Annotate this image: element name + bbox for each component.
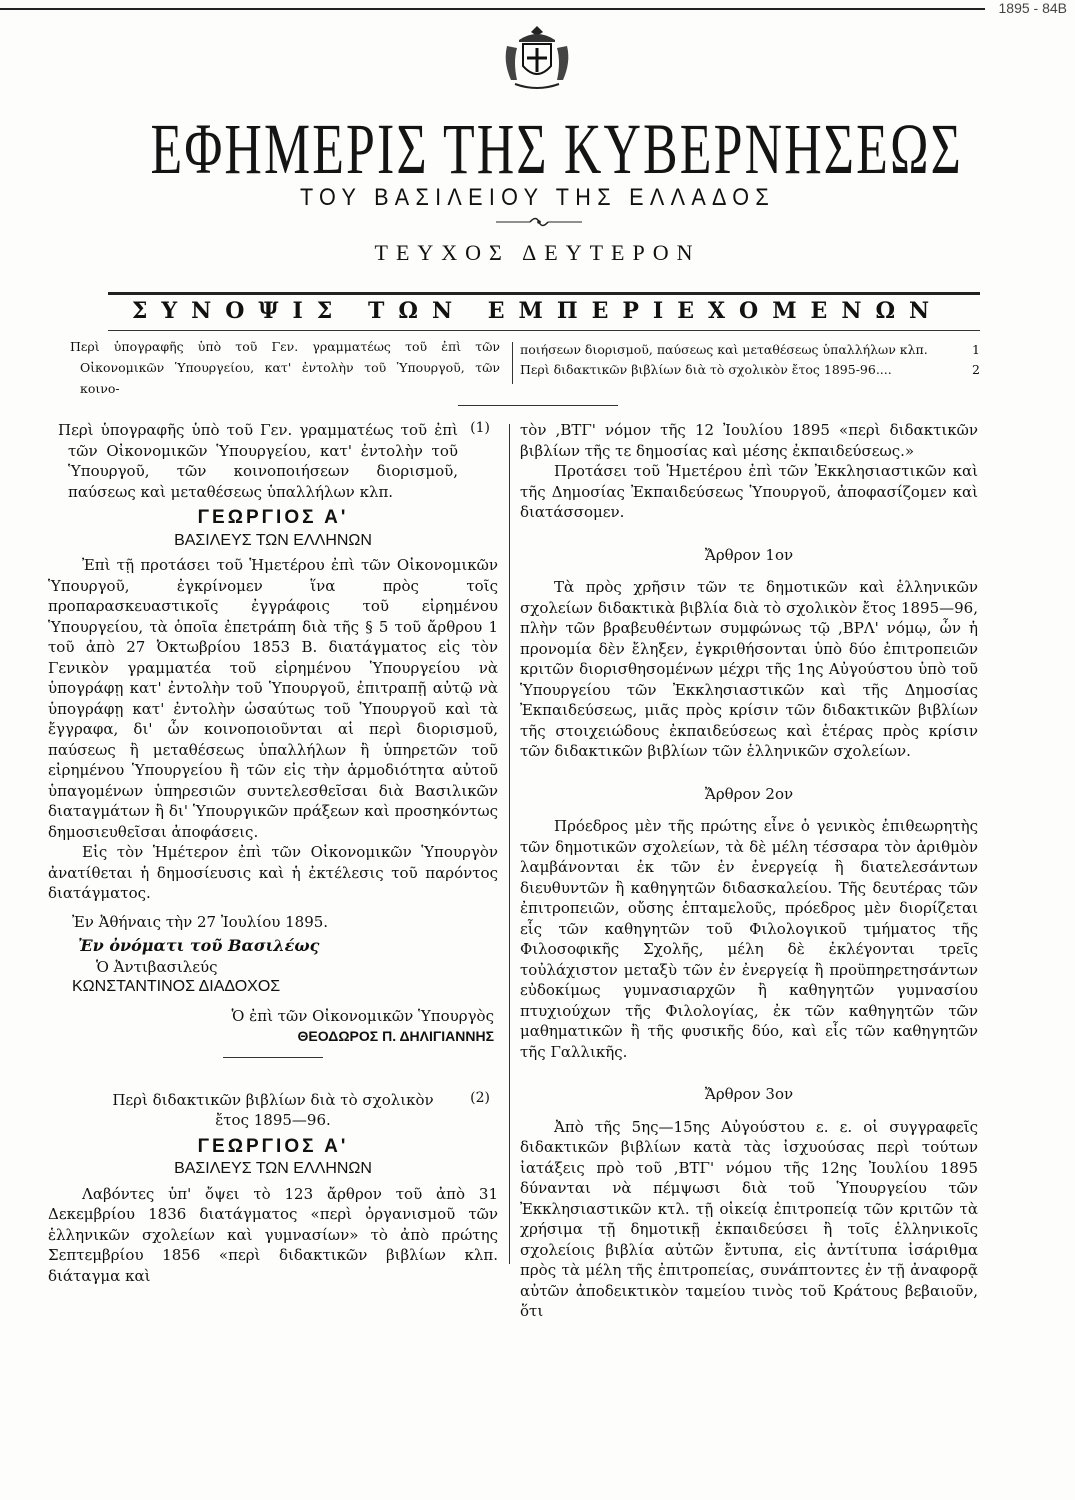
summary-item: Περὶ διδακτικῶν βιβλίων διὰ τὸ σχολικὸν ἔτος 1895-96.... 2 <box>520 362 980 377</box>
left-column <box>48 420 498 1286</box>
section-rule <box>458 405 618 406</box>
column-divider <box>509 424 510 1264</box>
summary-rule <box>108 330 980 331</box>
decree1-date: Ἐν Ἀθήναις τὴν 27 Ἰουλίου 1895. <box>72 912 329 931</box>
decree1-in-name: Ἐν ὀνόματι τοῦ Βασιλέως <box>78 936 320 955</box>
decree1-kingdom: ΒΑΣΙΛΕΥΣ ΤΩΝ ΕΛΛΗΝΩΝ <box>174 531 372 549</box>
header-rule <box>108 292 980 295</box>
article-1-title: Ἄρθρον 1ον <box>704 545 794 564</box>
decree2-heading <box>48 1090 498 1131</box>
article-2-text: Πρόεδρος μὲν τῆς πρώτης εἶνε ὁ γενικὸς ἐπιθεωρητὴς τῶν δημοτικῶν σχολείων, τὰ δὲ μέλη τέσσαρα τὸν ἀριθμὸν λαμβάνονται ἐκ τῶν ἐν ἐνεργείᾳ ἢ διατελεσάντων διευθυντῶν ἢ καθηγητῶν διδασκαλείου. Τῆς δευτέρας τῶν ἐπιτροπειῶν, οὔσης ἑπταμελοῦς, πρόεδρος μὲν διορίζεται εἷς τῶν καθηγητῶν τοῦ Φιλολογικοῦ τμήματος τῆς Φιλοσοφικῆς Σχολῆς, μέλη δὲ ἐκλέγονται τρεῖς τοὐλάχιστον μεταξὺ τῶν ἐν ἐνεργείᾳ ἢ προϋπηρετησάντων εὐδοκίμως γυμνασιαρχῶν ἢ καθηγητῶν γυμνασίου πτυχιούχων τῆς Φιλολογίας, ἐκ τῶν καθηγητῶν τῶν μαθηματικῶν ἢ τῆς φυσικῆς δύο, καὶ εἷς τῶν καθηγητῶν τῆς Γαλλικῆς. <box>520 817 978 1061</box>
decree1-king: ΓΕΩΡΓΙΟΣ Α' <box>197 507 349 528</box>
gazette-subtitle: ΤΟΥ ΒΑΣΙΛΕΙΟΥ ΤΗΣ ΕΛΛΑΔΟΣ <box>299 184 776 211</box>
archive-note: 1895 - 84Β <box>998 0 1067 16</box>
decree2-king: ΓΕΩΡΓΙΟΣ Α' <box>197 1135 349 1157</box>
decree2-preamble-cont: τὸν ,ΒΤΓ' νόμον τῆς 12 Ἰουλίου 1895 «περὶ διδακτικῶν βιβλίων τῆς τε δημοσίας καὶ μέσης ἐκπαιδεύσεως.» <box>520 421 978 460</box>
article-3-text: Ἀπὸ τῆς 5ης—15ης Αὐγούστου ε. ε. οἱ συγγραφεῖς διδακτικῶν βιβλίων κατὰ τὰς ἰσχυούσας περὶ τούτων ἰατάξεις πρὸ τοῦ ,ΒΤΓ' νόμου τῆς 12ης Ἰουλίου 1895 δύνανται νὰ πέμψωσι διὰ τοῦ Ὑπουργείου τῶν Ἐκκλησιαστικῶν κτλ. τῇ οἰκείᾳ ἐπιτροπείᾳ τῶν κριτῶν τὰ χρήσιμα τῇ δημοτικῇ ἐκπαιδεύσει ἢ τοῖς ἑλληνικοῖς σχολείοις βιβλία αὐτῶν ἔντυπα, εἰς ἀντίτυπα ἰσάριθμα πρὸς τὰ μέλη τῆς ἐπιτροπείας, συνάπτοντες ἐν τῇ ἀναφορᾷ αὐτῶν ἀποδεικτικὸν ταμείου τινὸς τοῦ Κράτους βεβαιοῦν, ὅτι <box>520 1117 978 1320</box>
summary-left-text: Περὶ ὑπογραφῆς ὑπὸ τοῦ Γεν. γραμματέως τοῦ ἐπὶ τῶν Οἰκονομικῶν Ὑπουργείου, κατ' ἐντολὴν τοῦ Ὑπουργοῦ, τῶν κοινο- <box>70 339 500 396</box>
royal-coat-of-arms-icon <box>497 22 577 94</box>
decree1-title: Περὶ ὑπογραφῆς ὑπὸ τοῦ Γεν. γραμματέως τοῦ ἐπὶ τῶν Οἰκονομικῶν Ὑπουργείου, κατ' ἐντολὴν τοῦ Ὑπουργοῦ, τῶν κοινοποιήσεων διορισμοῦ, παύσεως καὶ μεταθέσεως ὑπαλλήλων κλπ. <box>58 421 458 501</box>
ornament-divider-icon <box>494 215 584 229</box>
decree2-number: (2) <box>470 1089 490 1106</box>
minister-label: Ὁ ἐπὶ τῶν Οἰκονομικῶν Ὑπουργὸς <box>231 1006 494 1025</box>
decree1-number: (1) <box>470 420 490 436</box>
regent-label: Ὁ Ἀντιβασιλεύς <box>96 957 218 976</box>
decree1-body: Ἐπὶ τῇ προτάσει τοῦ Ἡμετέρου ἐπὶ τῶν Οἰκονομικῶν Ὑπουργοῦ, ἐγκρίνομεν ἵνα πρὸς τοῖς προπαρασκευαστικοῖς ἐγγράφοις τοῦ εἰρημένου Ὑπουργείου, τὰ ὁποῖα ἐπετράπη διὰ τῆς § 5 τοῦ ἄρθρου 1 τοῦ ἀπὸ 27 Ὀκτωβρίου 1853 Β. διατάγματος εἰς τὸν Γενικὸν γραμματέα τοῦ εἰρημένου Ὑπουργείου νὰ ὑπογράφῃ κατ' ἐντολὴν τοῦ Ὑπουργοῦ, ἐπιτραπῇ αὐτῷ νὰ ὑπογράφῃ κατ' ἐντολὴν ὡσαύτως τοῦ Ὑπουργοῦ καὶ τὰ ἔγγραφα, δι' ὧν κοινοποιοῦνται αἱ περὶ διορισμοῦ, παύσεως ἢ μεταθέσεως ὑπαλλήλων ἢ ὑπηρετῶν τοῦ εἰρημένου Ὑπουργείου ἢ τῶν εἰς τὴν ἁρμοδιότητα αὐτοῦ ὑπαγομένων ὑπηρεσιῶν συντελεσθεῖσαι διὰ Βασιλικῶν διαταγμάτων ἢ δι' Ὑπουργικῶν πράξεων καὶ προσηκόντως δημοσιευθεῖσαι ἀποφάσεις. <box>48 556 498 841</box>
regent-name: ΚΩΝΣΤΑΝΤΙΝΟΣ ΔΙΑΔΟΧΟΣ <box>72 978 281 995</box>
top-rule <box>0 8 985 10</box>
summary-right-list <box>520 340 980 380</box>
article-3-title: Ἄρθρον 3ον <box>704 1085 794 1103</box>
issue-label: ΤΕΥΧΟΣ ΔΕΥΤΕΡΟΝ <box>374 240 701 265</box>
gazette-title: ΕΦΗΜΕΡΙΣ ΤΗΣ ΚΥΒΕΡΝΗΣΕΩΣ <box>150 109 963 189</box>
decree2-kingdom: ΒΑΣΙΛΕΥΣ ΤΩΝ ΕΛΛΗΝΩΝ <box>174 1160 372 1177</box>
decree2-proposal: Προτάσει τοῦ Ἡμετέρου ἐπὶ τῶν Ἐκκλησιαστικῶν καὶ τῆς Δημοσίας Ἐκπαιδεύσεως Ὑπουργοῦ, ἀποφασίζομεν καὶ διατάσσομεν. <box>520 462 978 521</box>
article-2-title: Ἄρθρον 2ον <box>704 784 794 803</box>
decree2-title: Περὶ διδακτικῶν βιβλίων διὰ τὸ σχολικὸν ἔτος 1895—96. <box>112 1090 434 1129</box>
summary-title: ΣΥΝΟΨΙΣ ΤΩΝ ΕΜΠΕΡΙΕΧΟΜΕΝΩΝ <box>131 298 944 324</box>
decree2-preamble: Λαβόντες ὑπ' ὄψει τὸ 123 ἄρθρον τοῦ ἀπὸ 31 Δεκεμβρίου 1836 διατάγματος «περὶ ὀργανισμοῦ τῶν ἑλληνικῶν σχολείων καὶ γυμνασίων» τὸ ἀπὸ πρώτης Σεπτεμβρίου 1856 «περὶ διδακτικῶν βιβλίων κλπ. διάταγμα καὶ <box>48 1184 498 1285</box>
article-1-text: Τὰ πρὸς χρῆσιν τῶν τε δημοτικῶν καὶ ἑλληνικῶν σχολείων διδακτικὰ βιβλία διὰ τὸ σχολικὸν ἔτος 1895—96, πλὴν τῶν βραβευθέντων συμφώνως τῷ ,ΒΡΛ' νόμῳ, ὧν ἡ προνομία δὲν ἔληξεν, ἐγκριθήσονται ὑπὸ δύο ἐπιτροπειῶν κριτῶν διορισθησομένων μέχρι τῆς 1ης Αὐγούστου ὑπὸ τοῦ Ὑπουργείου τῶν Ἐκκλησιαστικῶν καὶ τῆς Δημοσίας Ἐκπαιδεύσεως, μιᾶς πρὸς κρίσιν τῶν διδακτικῶν βιβλίων τῆς στοιχειώδους ἐκπαιδεύσεως καὶ ἑτέρας πρὸς κρίσιν τῶν διδακτικῶν βιβλίων τῶν ἑλληνικῶν σχολείων. <box>520 578 978 760</box>
summary-divider <box>512 342 513 384</box>
decree1-heading <box>48 420 498 502</box>
summary-item: ποιήσεων διορισμοῦ, παύσεως καὶ μεταθέσεως ὑπαλλήλων κλπ. 1 <box>520 342 980 357</box>
minister-name: ΘΕΟΔΩΡΟΣ Π. ΔΗΛΙΓΙΑΝΝΗΣ <box>297 1028 494 1044</box>
decree1-execution: Εἰς τὸν Ἡμέτερον ἐπὶ τῶν Οἰκονομικῶν Ὑπουργὸν ἀνατίθεται ἡ δημοσίευσις καὶ ἡ ἐκτέλεσις τοῦ παρόντος διατάγματος. <box>48 843 498 902</box>
right-column <box>520 420 978 1322</box>
